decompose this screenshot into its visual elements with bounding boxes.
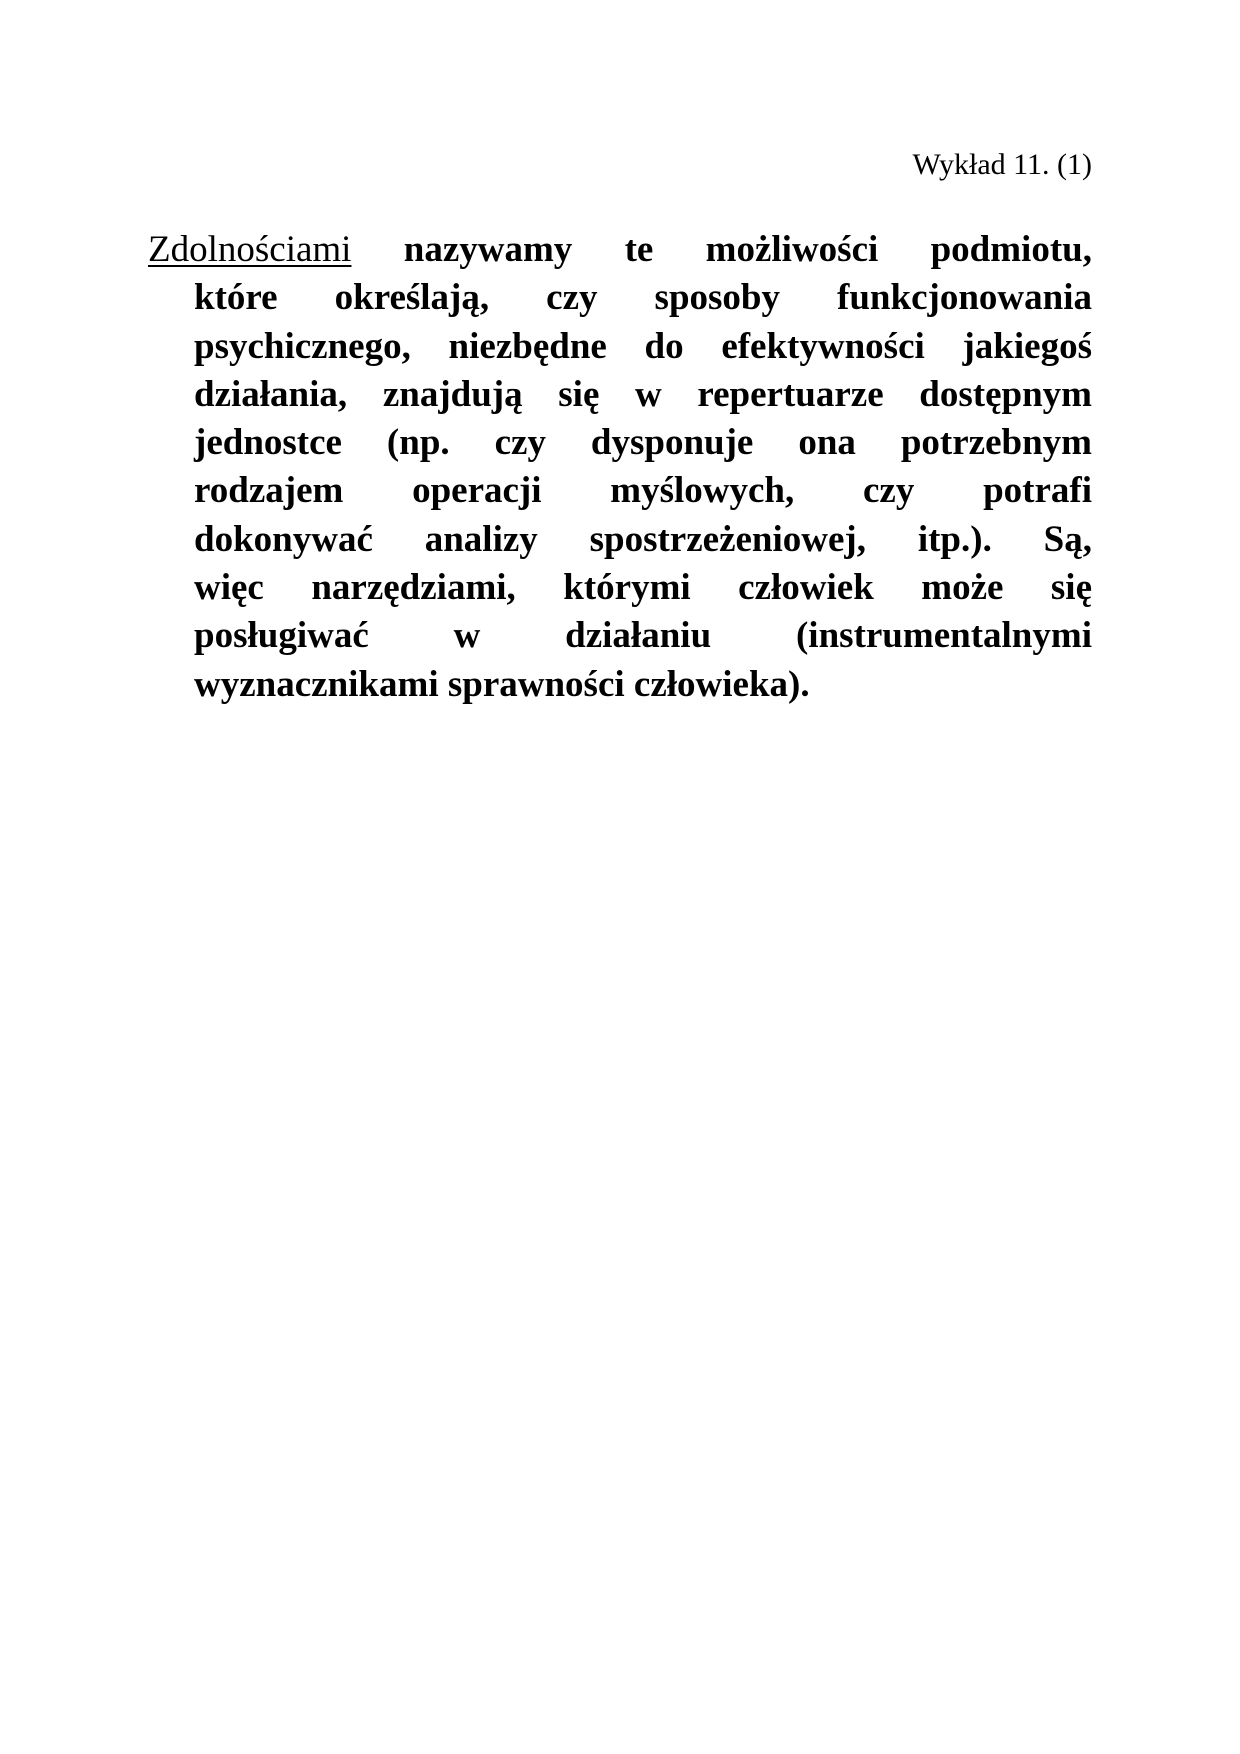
- paragraph-line-5: jednostce (np. czy dysponuje ona potrzebnym: [194, 422, 1092, 464]
- paragraph-line-7: dokonywać analizy spostrzeżeniowej, itp.). Są,: [194, 518, 1092, 560]
- lecture-header: Wykład 11. (1): [912, 148, 1092, 181]
- paragraph-line-1: [148, 226, 1092, 274]
- paragraph-line-3: psychicznego, niezbędne do efektywności jakiegoś: [194, 325, 1092, 367]
- defined-term: Zdolnościami: [148, 229, 352, 270]
- paragraph-line-10: wyznacznikami sprawności człowieka).: [194, 663, 810, 705]
- paragraph-line-6: rodzajem operacji myślowych, czy potrafi: [194, 470, 1092, 512]
- paragraph-line-2: które określają, czy sposoby funkcjonowania: [194, 277, 1092, 319]
- paragraph-line-4: działania, znajdują się w repertuarze dostępnym: [194, 373, 1092, 415]
- paragraph-line-8: więc narzędziami, którymi człowiek może się: [194, 567, 1092, 609]
- paragraph-line-1-text: nazywamy te możliwości podmiotu,: [351, 229, 1092, 270]
- definition-paragraph: [148, 226, 1092, 709]
- paragraph-line-9: posługiwać w działaniu (instrumentalnymi: [194, 615, 1092, 657]
